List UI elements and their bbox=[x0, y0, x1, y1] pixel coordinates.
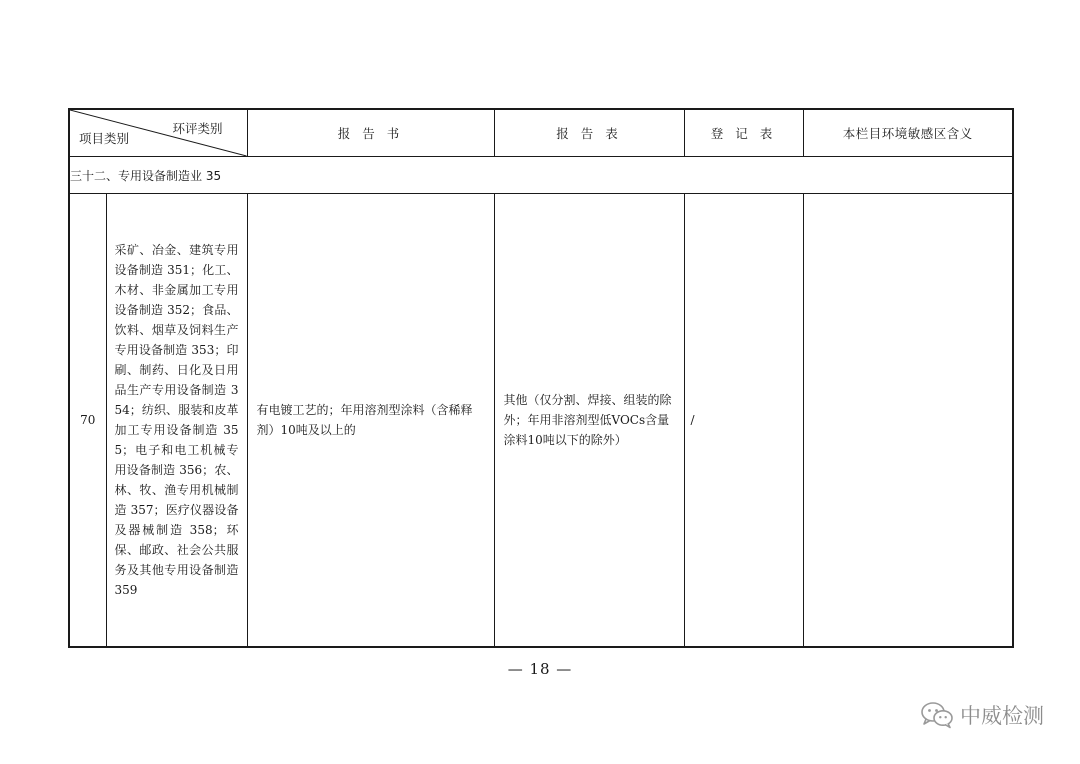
diagonal-header-cell bbox=[69, 109, 247, 157]
register-form-cell: / bbox=[684, 194, 803, 648]
wechat-icon bbox=[920, 701, 954, 729]
classification-table bbox=[68, 108, 1014, 648]
project-category-cell: 采矿、冶金、建筑专用设备制造 351；化工、木材、非金属加工专用设备制造 352；食品、饮料、烟草及饲料生产专用设备制造 353；印刷、制药、日化及日用品生产专用设备制造 354；纺织、服装和皮革加工专用设备制造 355；电子和电工机械专用设备制造 356；农、林、牧、渔专用机械制造 357；医疗仪器设备及器械制造 358；环保、邮政、社会公共服务及其他专用设备制造 359 bbox=[106, 194, 247, 648]
watermark bbox=[920, 700, 1044, 730]
col-header-register-form: 登 记 表 bbox=[684, 109, 803, 157]
section-title: 三十二、专用设备制造业 35 bbox=[69, 157, 1013, 194]
sensitive-area-cell bbox=[803, 194, 1013, 648]
report-book-cell: 有电镀工艺的；年用溶剂型涂料（含稀释剂）10吨及以上的 bbox=[247, 194, 494, 648]
env-category-label: 环评类别 bbox=[172, 121, 223, 136]
section-row bbox=[69, 157, 1013, 194]
watermark-text: 中威检测 bbox=[960, 704, 1044, 728]
report-form-cell: 其他（仅分割、焊接、组装的除外；年用非溶剂型低VOCs含量涂料10吨以下的除外） bbox=[494, 194, 684, 648]
col-header-report-form: 报 告 表 bbox=[494, 109, 684, 157]
col-header-report-book: 报 告 书 bbox=[247, 109, 494, 157]
table-header-row bbox=[69, 109, 1013, 157]
table-row bbox=[69, 194, 1013, 648]
col-header-sensitive-area: 本栏目环境敏感区含义 bbox=[803, 109, 1013, 157]
project-category-label: 项目类别 bbox=[79, 131, 130, 146]
page-number: — 18 — bbox=[507, 660, 573, 678]
row-number: 70 bbox=[69, 194, 106, 648]
